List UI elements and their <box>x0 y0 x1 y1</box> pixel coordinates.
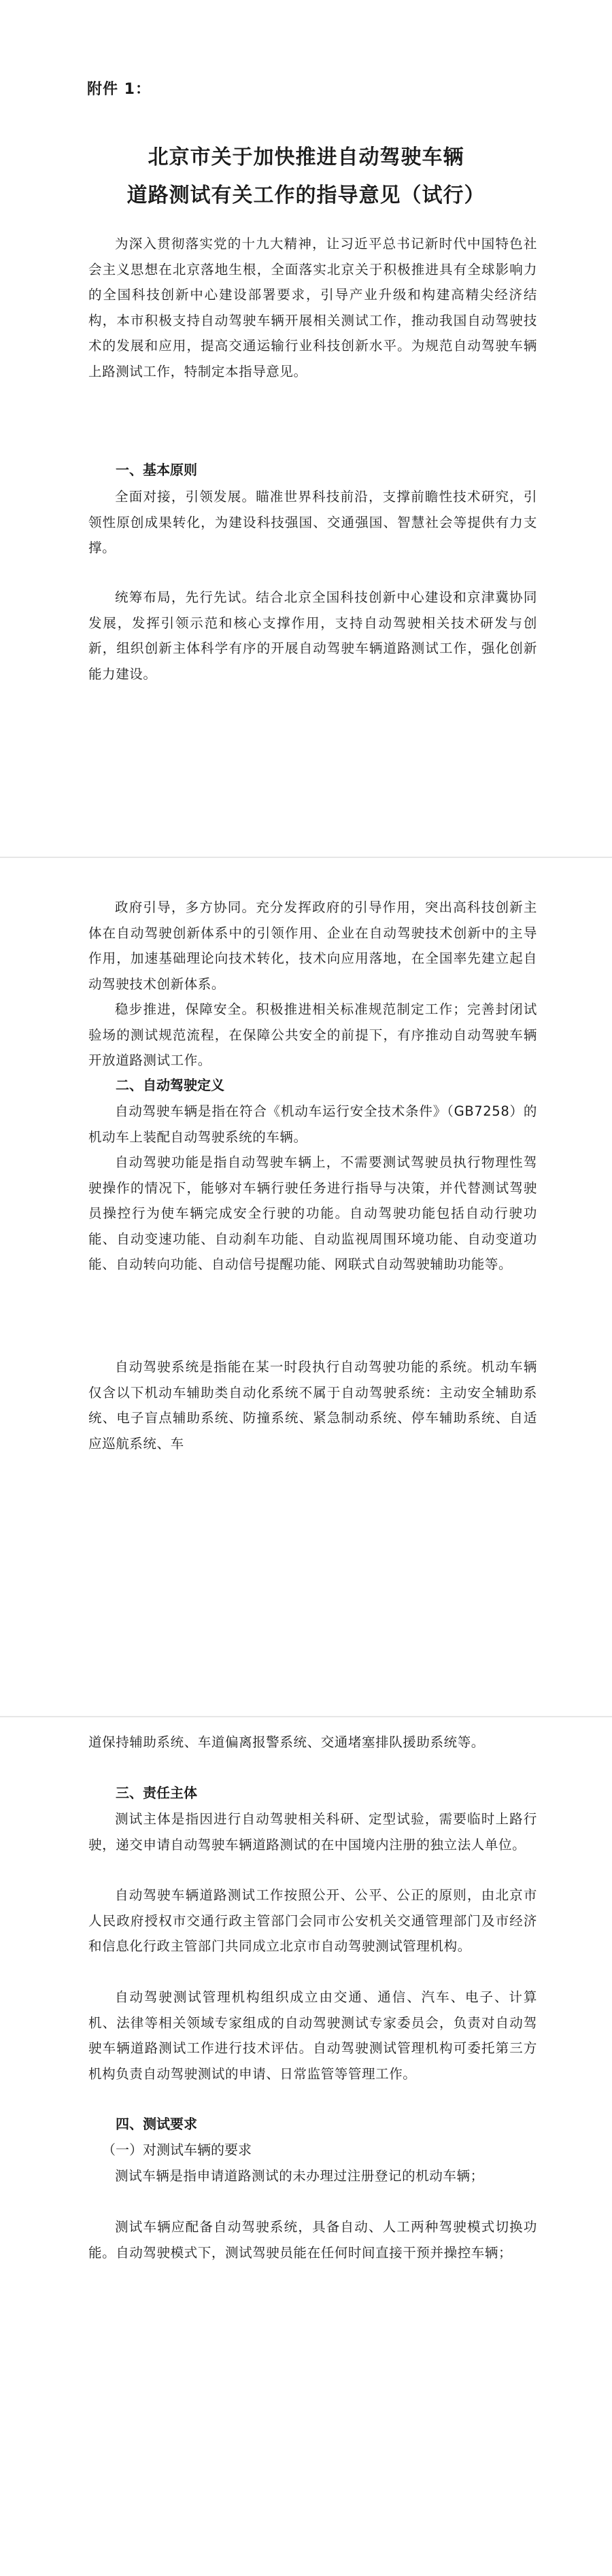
responsibility-paragraph-2: 自动驾驶车辆道路测试工作按照公开、公平、公正的原则，由北京市人民政府授权市交通行政主管部门会同市公安机关交通管理部门及市经济和信息化行政主管部门共同成立北京市自动驾驶测试管理机构。 <box>88 1887 537 1954</box>
responsibility-paragraph-1: 测试主体是指因进行自动驾驶相关科研、定型试验，需要临时上路行驶，递交申请自动驾驶车辆道路测试的在中国境内注册的独立法人单位。 <box>88 1811 537 1853</box>
section-heading-principles: 一、基本原则 <box>116 462 197 478</box>
principle-paragraph-4: 稳步推进，保障安全。积极推进相关标准规范制定工作；完善封闭试验场的测试规范流程，在保障公共安全的前提下，有序推动自动驾驶车辆开放道路测试工作。 <box>88 1001 537 1068</box>
definition-paragraph-2: 自动驾驶功能是指自动驾驶车辆上，不需要测试驾驶员执行物理性驾驶操作的情况下，能够对车辆行驶任务进行指导与决策，并代替测试驾驶员操控行为使车辆完成安全行驶的功能。自动驾驶功能包括自动行驶功能、自动变速功能、自动刹车功能、自动监视周围环境功能、自动变道功能、自动转向功能、自动信号提醒功能、网联式自动驾驶辅助功能等。 <box>88 1154 537 1272</box>
document-page-2 <box>0 858 612 1716</box>
section-heading-definition: 二、自动驾驶定义 <box>116 1077 224 1093</box>
definition-paragraph-1: 自动驾驶车辆是指在符合《机动车运行安全技术条件》（GB7258）的机动车上装配自动驾驶系统的车辆。 <box>88 1103 537 1145</box>
principle-paragraph-3: 政府引导，多方协同。充分发挥政府的引导作用，突出高科技创新主体在自动驾驶创新体系中的引领作用、企业在自动驾驶技术创新中的主导作用，加速基础理论向技术转化，技术向应用落地，在全国率先建立起自动驾驶技术创新体系。 <box>88 899 537 992</box>
document-page-1 <box>0 0 612 857</box>
requirement-paragraph-1: 测试车辆是指申请道路测试的未办理过注册登记的机动车辆； <box>115 2168 484 2184</box>
section-heading-responsibility: 三、责任主体 <box>116 1785 197 1801</box>
responsibility-paragraph-3: 自动驾驶测试管理机构组织成立由交通、通信、汽车、电子、计算机、法律等相关领域专家组成的自动驾驶测试专家委员会，负责对自动驾驶车辆道路测试工作进行技术评估。自动驾驶测试管理机构可委托第三方机构负责自动驾驶测试的申请、日常监管等管理工作。 <box>88 1989 537 2082</box>
document-page-3 <box>0 1717 612 2576</box>
document-title-line-2: 道路测试有关工作的指导意见（试行） <box>126 184 486 207</box>
definition-paragraph-3: 自动驾驶系统是指能在某一时段执行自动驾驶功能的系统。机动车辆仅含以下机动车辅助类自动化系统不属于自动驾驶系统：主动安全辅助系统、电子盲点辅助系统、防撞系统、紧急制动系统、停车辅助系统、自适应巡航系统、车 <box>88 1359 537 1452</box>
document-title-line-1: 北京市关于加快推进自动驾驶车辆 <box>148 145 464 169</box>
section-heading-requirements: 四、测试要求 <box>116 2116 197 2132</box>
principle-paragraph-1: 全面对接，引领发展。瞄准世界科技前沿，支撑前瞻性技术研究，引领性原创成果转化，为建设科技强国、交通强国、智慧社会等提供有力支撑。 <box>88 489 537 555</box>
intro-paragraph: 为深入贯彻落实党的十九大精神，让习近平总书记新时代中国特色社会主义思想在北京落地生根，全面落实北京关于积极推进具有全球影响力的全国科技创新中心建设部署要求，引导产业升级和构建高精尖经济结构，本市积极支持自动驾驶车辆开展相关测试工作，推动我国自动驾驶技术的发展和应用，提高交通运输行业科技创新水平。为规范自动驾驶车辆上路测试工作，特制定本指导意见。 <box>88 236 537 379</box>
requirement-paragraph-2: 测试车辆应配备自动驾驶系统，具备自动、人工两种驾驶模式切换功能。自动驾驶模式下，测试驾驶员能在任何时间直接干预并操控车辆； <box>88 2219 537 2261</box>
definition-paragraph-3-continued: 道保持辅助系统、车道偏离报警系统、交通堵塞排队援助系统等。 <box>88 1734 485 1750</box>
principle-paragraph-2: 统筹布局，先行先试。结合北京全国科技创新中心建设和京津冀协同发展，发挥引领示范和核心支撑作用，支持自动驾驶相关技术研发与创新，组织创新主体科学有序的开展自动驾驶车辆道路测试工作，强化创新能力建设。 <box>88 589 537 682</box>
annex-label: 附件 1： <box>87 81 151 98</box>
subsection-heading-vehicle: （一）对测试车辆的要求 <box>102 2142 252 2158</box>
